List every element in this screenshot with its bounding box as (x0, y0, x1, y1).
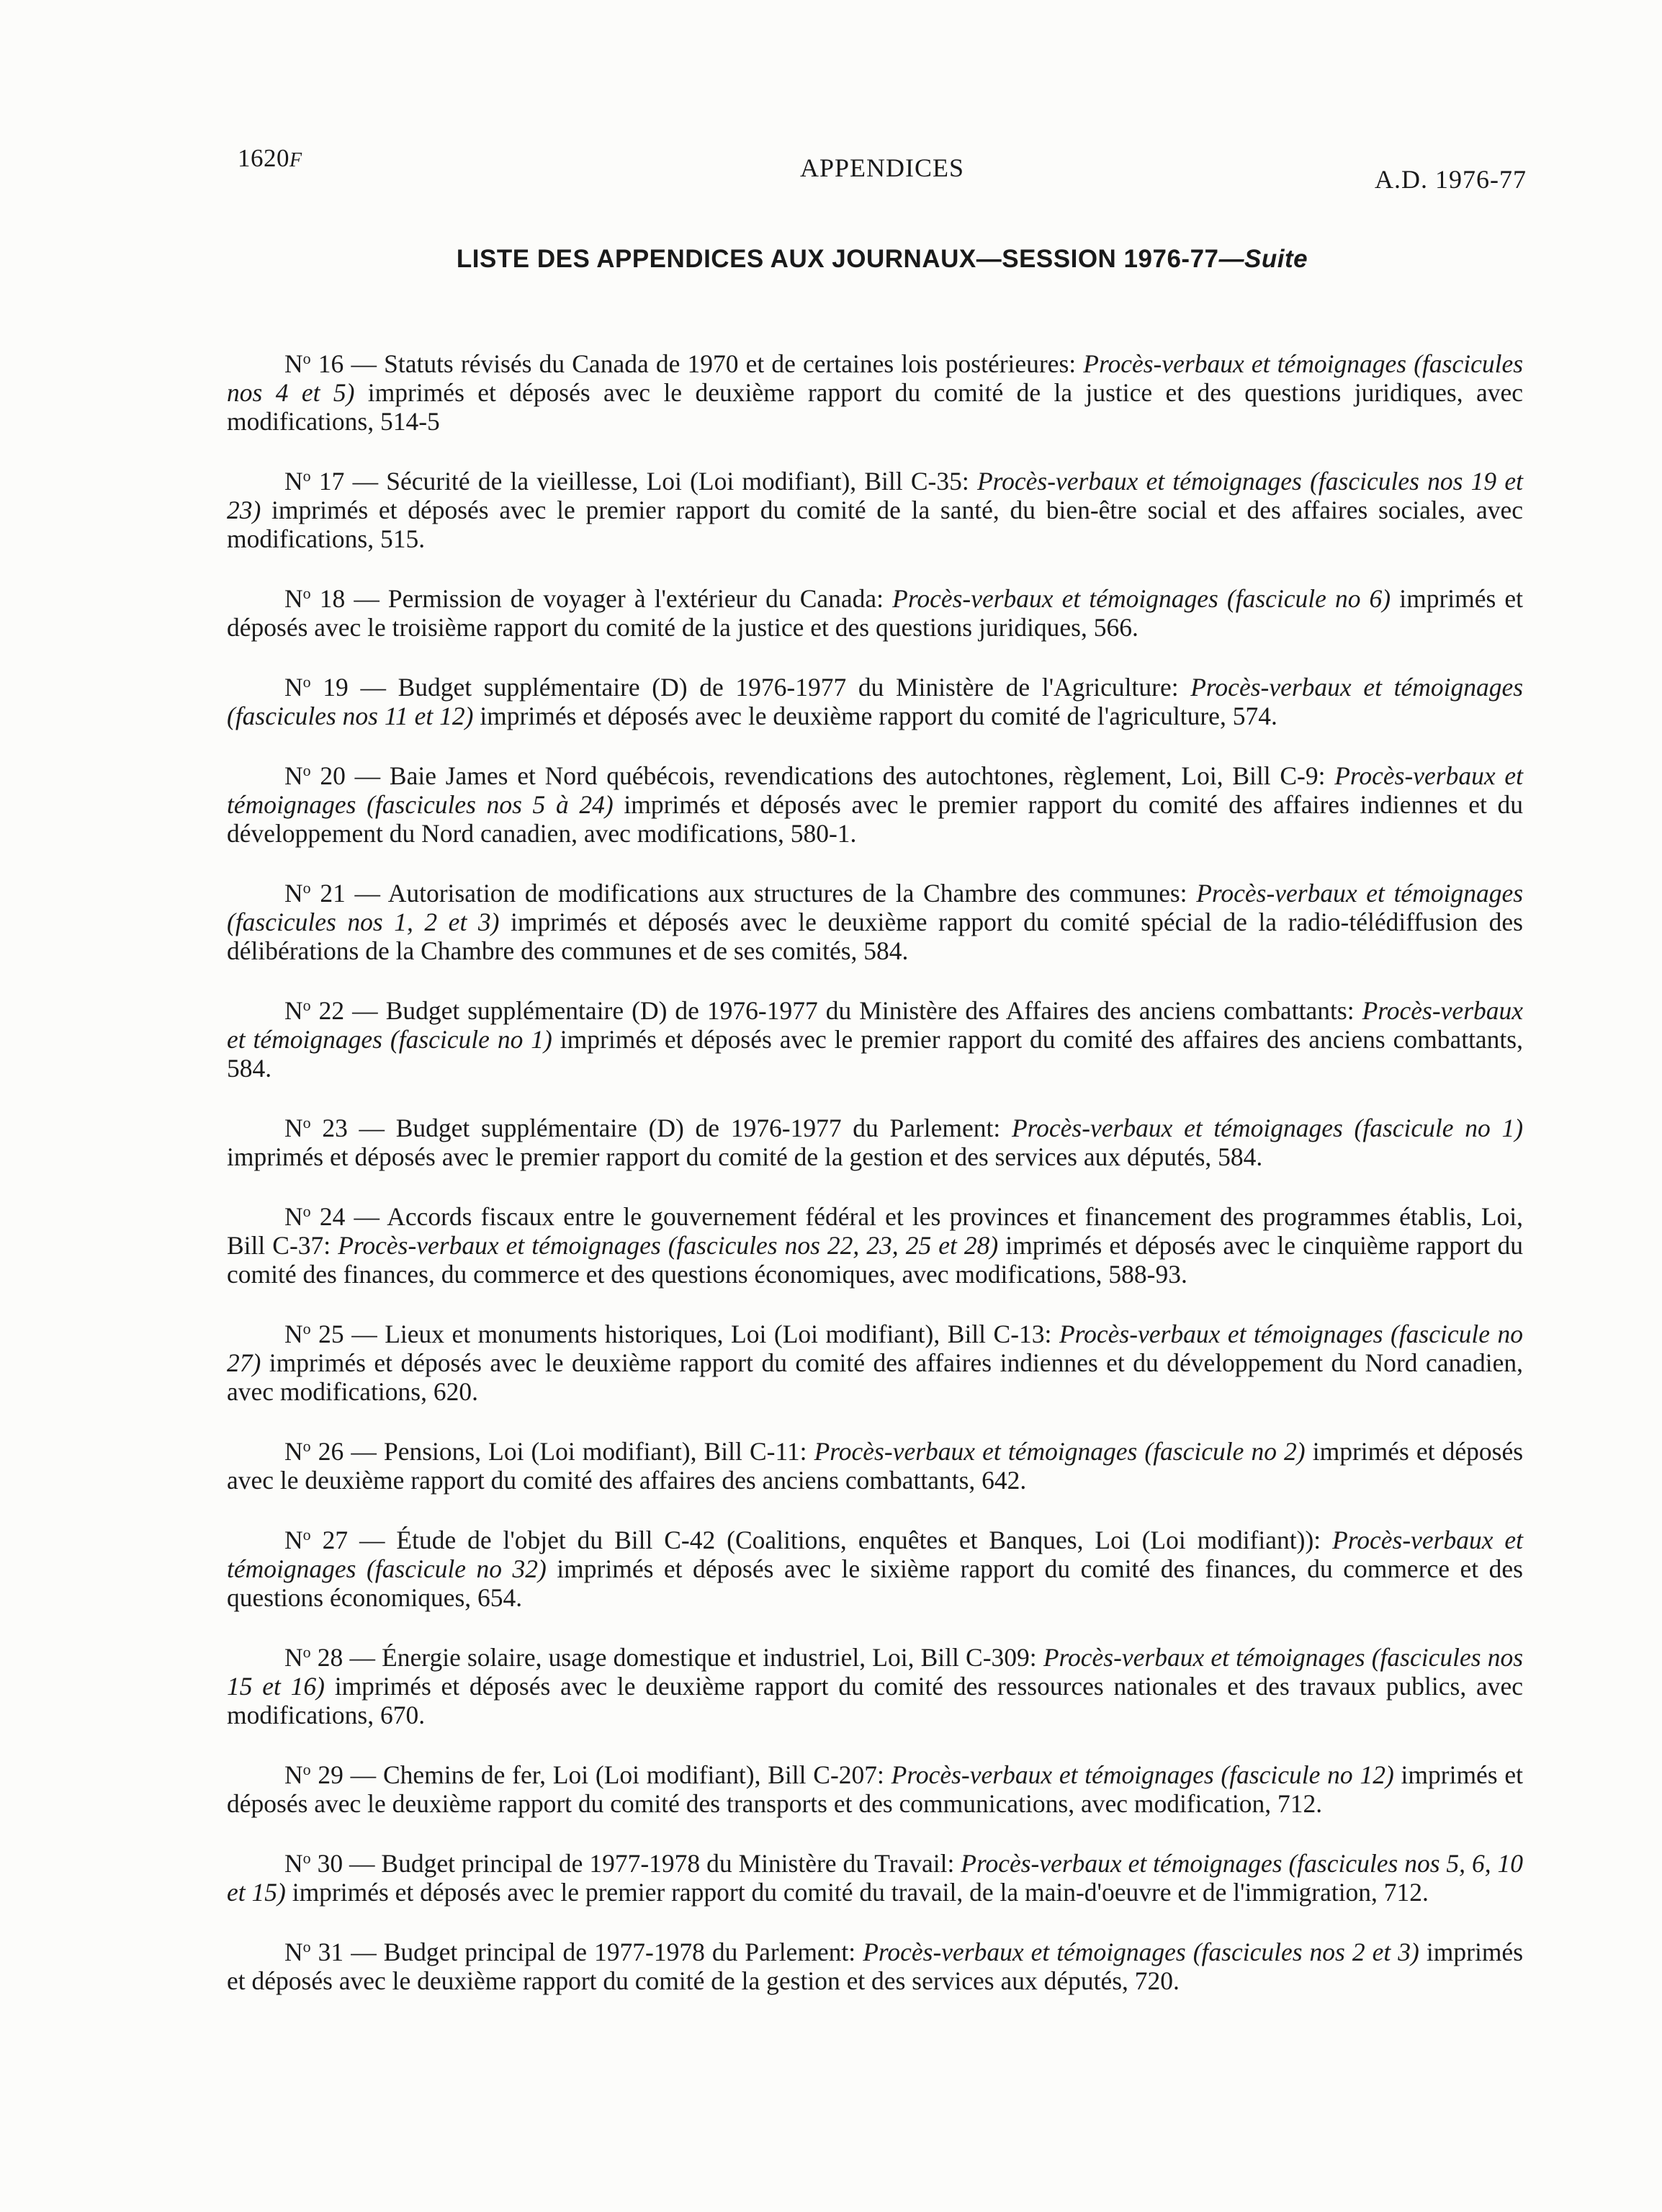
entry-details: imprimés et déposés avec le deuxième rapport du comité de la justice et des questions juridiques, avec modifications, 514-5 (227, 378, 1523, 436)
entry-details: imprimés et déposés avec le premier rapport du comité de la gestion et des services aux députés, 584. (227, 1142, 1263, 1171)
appendix-entry (227, 1755, 1523, 1818)
entry-title: Statuts révisés du Canada de 1970 et de certaines lois postérieures: (384, 349, 1084, 378)
appendix-entry (227, 1109, 1523, 1171)
appendix-entry (227, 1521, 1523, 1612)
entry-details: imprimés et déposés avec le troisième rapport du comité de la justice et des questions juridiques, 566. (227, 584, 1524, 642)
appendix-entry (227, 1844, 1523, 1907)
appendix-entry (227, 756, 1523, 848)
appendix-entry (227, 1432, 1523, 1495)
entry-title: Énergie solaire, usage domestique et industriel, Loi, Bill C-309: (382, 1643, 1043, 1672)
entry-title: Permission de voyager à l'extérieur du Canada: (387, 584, 893, 613)
entry-number: $N^o$ 30 — (284, 1849, 382, 1878)
entry-details: imprimés et déposés avec le sixième rapport du comité des finances, du commerce et des questions économiques, 654. (227, 1554, 1523, 1612)
entry-details: imprimés et déposés avec le deuxième rapport du comité des transports et des communications, avec modification, 712. (227, 1760, 1524, 1818)
entry-reference: Procès-verbaux et témoignages (fascicules nos 5 à 24) (227, 761, 1523, 819)
running-head: APPENDICES (799, 153, 965, 182)
appendix-entry (227, 1197, 1523, 1289)
entry-title: Budget principal de 1977-1978 du Ministère du Travail: (381, 1849, 961, 1878)
entry-number: $N^o$ 20 — (284, 761, 390, 790)
entry-details: imprimés et déposés avec le deuxième rapport du comité de l'agriculture, 574. (473, 702, 1277, 730)
page-number-value: 1620 (238, 144, 289, 172)
appendix-entry (227, 1933, 1523, 1995)
list-title-suite: —Suite (1218, 245, 1308, 273)
entry-title: Étude de l'objet du Bill C-42 (Coalitions, enquêtes et Banques, Loi (Loi modifiant)): (396, 1526, 1333, 1554)
appendix-entry (227, 579, 1523, 642)
entry-number: $N^o$ 19 — (284, 673, 398, 702)
appendix-entry (227, 991, 1523, 1083)
list-title-main: LISTE DES APPENDICES AUX JOURNAUX—SESSION 1976-77 (456, 245, 1219, 273)
entry-title: Chemins de fer, Loi (Loi modifiant), Bill C-207: (382, 1760, 891, 1789)
entry-title: Budget supplémentaire (D) de 1976-1977 du Parlement: (395, 1114, 1012, 1142)
entry-number: $N^o$ 31 — (284, 1938, 384, 1966)
entry-reference: Procès-verbaux et témoignages (fascicule no 12) (891, 1760, 1394, 1789)
entry-reference: Procès-verbaux et témoignages (fascicule no 1) (1011, 1114, 1524, 1142)
entry-number: $N^o$ 26 — (284, 1437, 384, 1466)
entry-reference: Procès-verbaux et témoignages (fascicules nos 2 et 3) (863, 1938, 1419, 1966)
entry-reference: Procès-verbaux et témoignages (fascicules nos 15 et 16) (227, 1643, 1524, 1701)
entry-title: Lieux et monuments historiques, Loi (Loi modifiant), Bill C-13: (385, 1320, 1059, 1348)
entry-reference: Procès-verbaux et témoignages (fascicules nos 19 et 23) (227, 467, 1523, 524)
page-number-suffix: F (289, 149, 302, 171)
entry-number: $N^o$ 23 — (284, 1114, 396, 1142)
entry-title: Budget supplémentaire (D) de 1976-1977 du Ministère de l'Agriculture: (397, 673, 1191, 702)
session-year: A.D. 1976-77 (1375, 165, 1527, 194)
entry-details: imprimés et déposés avec le deuxième rapport du comité spécial de la radio-télédiffusion des délibérations de la Chambre des communes et de ses comités, 584. (227, 908, 1523, 965)
entry-number: $N^o$ 16 — (284, 349, 385, 378)
entry-title: Sécurité de la vieillesse, Loi (Loi modifiant), Bill C-35: (386, 467, 977, 496)
entry-reference: Procès-verbaux et témoignages (fascicule no 27) (227, 1320, 1523, 1377)
entry-number: $N^o$ 29 — (284, 1760, 383, 1789)
entry-reference: Procès-verbaux et témoignages (fascicules nos 22, 23, 25 et 28) (338, 1231, 999, 1260)
entry-details: imprimés et déposés avec le premier rapport du comité des affaires des anciens combattants, 584. (227, 1025, 1523, 1083)
appendix-entry (227, 344, 1523, 436)
entry-details: imprimés et déposés avec le deuxième rapport du comité de la gestion et des services aux députés, 720. (227, 1938, 1524, 1995)
entry-reference: Procès-verbaux et témoignages (fascicules nos 4 et 5) (227, 349, 1524, 407)
entry-number: $N^o$ 21 — (284, 879, 388, 908)
appendix-entry (227, 874, 1523, 965)
entry-reference: Procès-verbaux et témoignages (fascicules nos 11 et 12) (227, 673, 1524, 730)
entry-number: $N^o$ 18 — (284, 584, 388, 613)
entry-details: imprimés et déposés avec le deuxième rapport du comité des affaires indiennes et du développement du Nord canadien, avec modifications, 620. (227, 1348, 1523, 1406)
entry-reference: Procès-verbaux et témoignages (fascicules nos 5, 6, 10 et 15) (227, 1849, 1524, 1907)
entry-number: $N^o$ 17 — (284, 467, 387, 496)
entry-number: $N^o$ 27 — (284, 1526, 397, 1554)
entry-details: imprimés et déposés avec le premier rapport du comité de la santé, du bien-être social et des affaires sociales, avec modifications, 515. (227, 496, 1523, 553)
entry-title: Pensions, Loi (Loi modifiant), Bill C-11: (383, 1437, 814, 1466)
entry-number: $N^o$ 22 — (284, 996, 386, 1025)
entry-title: Baie James et Nord québécois, revendications des autochtones, règlement, Loi, Bill C-9: (389, 761, 1335, 790)
entry-details: imprimés et déposés avec le premier rapport du comité des affaires indiennes et du développement du Nord canadien, avec modifications, 580-1. (227, 790, 1524, 848)
entry-reference: Procès-verbaux et témoignages (fascicule no 32) (227, 1526, 1524, 1583)
entry-number: $N^o$ 25 — (284, 1320, 385, 1348)
entry-title: Accords fiscaux entre le gouvernement fédéral et les provinces et financement des programmes établis, Loi, Bill C-37: (227, 1202, 1524, 1260)
entry-reference: Procès-verbaux et témoignages (fascicules nos 1, 2 et 3) (227, 879, 1524, 936)
appendix-list (227, 344, 1523, 2021)
entry-title: Budget supplémentaire (D) de 1976-1977 du Ministère des Affaires des anciens combattants: (385, 996, 1362, 1025)
entry-reference: Procès-verbaux et témoignages (fascicule no 1) (227, 996, 1524, 1054)
entry-number: $N^o$ 28 — (284, 1643, 382, 1672)
appendix-entry (227, 668, 1523, 730)
entry-details: imprimés et déposés avec le cinquième rapport du comité des finances, du commerce et des questions économiques, avec modifications, 588-93. (227, 1231, 1524, 1289)
appendix-entry (227, 1315, 1523, 1406)
appendix-entry (227, 462, 1523, 553)
appendix-entry (227, 1638, 1523, 1729)
list-title (238, 245, 1527, 274)
entry-details: imprimés et déposés avec le deuxième rapport du comité des affaires des anciens combattants, 642. (227, 1437, 1524, 1495)
entry-number: $N^o$ 24 — (284, 1202, 387, 1231)
entry-details: imprimés et déposés avec le premier rapport du comité du travail, de la main-d'oeuvre et de l'immigration, 712. (285, 1878, 1429, 1907)
entry-reference: Procès-verbaux et témoignages (fascicule no 2) (814, 1437, 1306, 1466)
entry-title: Autorisation de modifications aux structures de la Chambre des communes: (387, 879, 1197, 908)
page-header (238, 144, 1527, 194)
entry-details: imprimés et déposés avec le deuxième rapport du comité des ressources nationales et des travaux publics, avec modifications, 670. (227, 1672, 1523, 1729)
entry-reference: Procès-verbaux et témoignages (fascicule no 6) (892, 584, 1391, 613)
entry-title: Budget principal de 1977-1978 du Parlement: (383, 1938, 863, 1966)
